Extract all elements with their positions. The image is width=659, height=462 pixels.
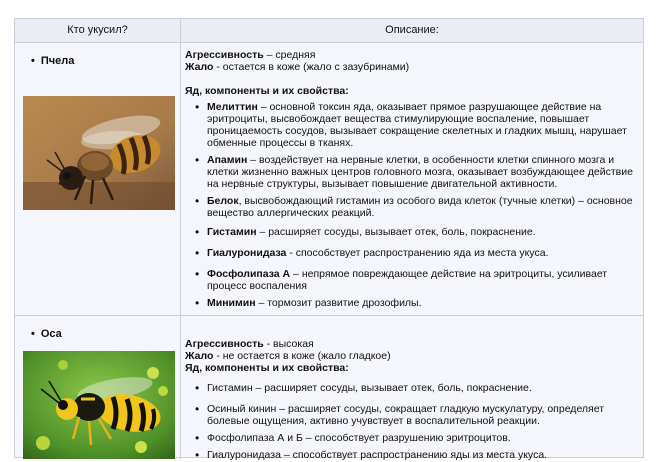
wasp-image: [23, 351, 175, 459]
header-who-bit: Кто укусил?: [15, 19, 181, 43]
bee-photo: [23, 96, 175, 210]
column-divider: [180, 42, 181, 459]
poison-title: [185, 362, 640, 374]
component-text: – расширяет сосуды, вызывает отек, боль, покраснение.: [256, 226, 536, 238]
list-item: [207, 432, 640, 444]
list-item: [207, 382, 640, 394]
wasp-description: [185, 316, 640, 459]
component-name: Гистамин: [207, 226, 257, 238]
aggression-label: Агрессивность: [185, 338, 264, 350]
sting-line: [185, 350, 640, 362]
aggression-line: [185, 49, 640, 61]
component-text: - способствует распространению яда из места укуса.: [286, 247, 549, 259]
list-item: [207, 449, 640, 461]
component-text: , высвобождающий гистамин из особого вида клеток (тучные клетки) – основное вещество аллергических реакций.: [207, 195, 633, 219]
component-name: Гиалуронидаза: [207, 247, 287, 259]
component-name: Апамин: [207, 154, 248, 166]
sting-label: Жало: [185, 350, 214, 362]
list-item: [207, 195, 640, 219]
component-text: – непрямое повреждающее действие на эритроциты, усиливает процесс воспаления: [207, 268, 608, 292]
wasp-cell: [15, 316, 180, 459]
list-item: [207, 226, 640, 238]
header-description: Описание:: [181, 19, 643, 43]
component-text: Гиалуронидаза – способствует распространению яды из места укуса.: [207, 449, 548, 461]
component-text: Осиный кинин – расширяет сосуды, сокращает гладкую мускулатуру, определяет болевые ощущения, активно учувствует в воспалительной реакции.: [207, 403, 605, 427]
list-item: [207, 268, 640, 292]
poison-title-text: Яд, компоненты и их свойства:: [185, 85, 349, 97]
component-name: Мелиттин: [207, 101, 258, 113]
sting-label: Жало: [185, 61, 214, 73]
poison-title-text: Яд, компоненты и их свойства:: [185, 362, 349, 374]
poison-title: [185, 85, 640, 97]
component-text: – воздействует на нервные клетки, в особенности клетки спинного мозга и клетки жизненно важных центров головного мозга, оказывает возбуждающее действие на нервные структуры, вызывает повышение двигательной активности.: [207, 154, 633, 190]
component-name: Белок: [207, 195, 239, 207]
component-text: Гистамин – расширяет сосуды, вызывает отек, боль, покраснение.: [207, 382, 532, 394]
insect-name-wasp: • Оса: [31, 328, 62, 340]
sting-line: [185, 61, 640, 73]
list-item: [207, 403, 640, 427]
list-item: [207, 101, 640, 149]
component-name: Минимин: [207, 297, 256, 309]
wasp-text-block: [185, 316, 640, 461]
wasp-poison-list: [185, 382, 640, 461]
wasp-photo: [23, 351, 175, 459]
insect-name-bee: • Пчела: [31, 55, 74, 67]
bee-cell: [15, 43, 180, 315]
list-item: [207, 247, 640, 259]
component-text: – основной токсин яда, оказывает прямое разрушающее действие на эритроциты, высвобождает вещества стимулирующие воспаление, повышает проницаемость сосудов, вызывает сокращение скелетных и гладких мышц, нарушает обменные процессы в тканях.: [207, 101, 627, 149]
sting-value: - остается в коже (жало с зазубринами): [213, 61, 410, 73]
component-text: Фосфолипаза А и Б – способствует разрушению эритроцитов.: [207, 432, 511, 444]
bee-image: [23, 96, 175, 210]
bee-text-block: [185, 43, 640, 309]
bee-poison-list: [185, 101, 640, 309]
list-item: [207, 297, 640, 309]
aggression-value: – средняя: [263, 49, 316, 61]
insect-bites-table: [14, 18, 644, 461]
sting-value: - не остается в коже (жало гладкое): [213, 350, 391, 362]
aggression-label: Агрессивность: [185, 49, 264, 61]
bee-description: [185, 43, 640, 315]
aggression-value: - высокая: [263, 338, 314, 350]
component-name: Фосфолипаза А: [207, 268, 291, 280]
aggression-line: [185, 338, 640, 350]
list-item: [207, 154, 640, 190]
component-text: – тормозит развитие дрозофилы.: [255, 297, 422, 309]
